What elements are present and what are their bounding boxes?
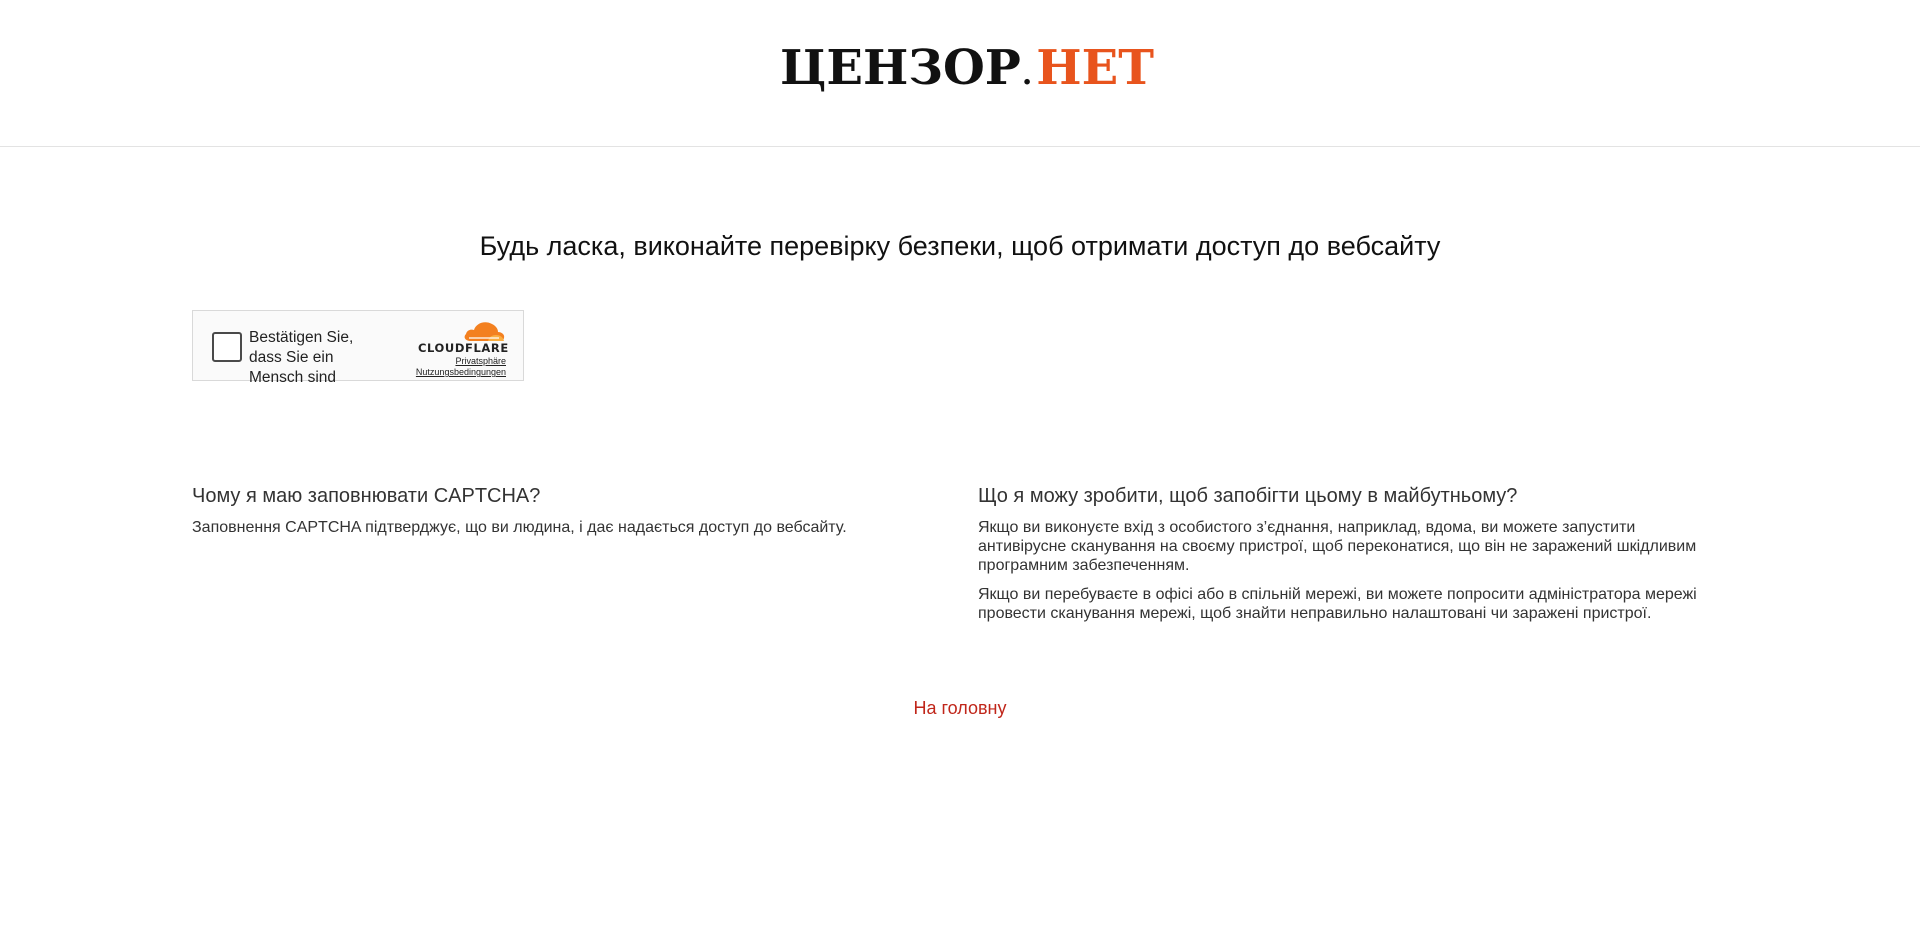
cloudflare-wordmark: CLOUDFLARE <box>418 341 509 355</box>
site-logo[interactable] <box>780 42 1154 94</box>
prevent-paragraph-1: Якщо ви виконуєте вхід з особистого з’єднання, наприклад, вдома, ви можете запустити антивірусне сканування на своєму пристрої, щоб переконатися, що він не заражений шкідливим програмним забезпеченням. <box>978 519 1697 574</box>
logo-text-censor: ЦЕНЗОР <box>780 40 1021 96</box>
cloud-icon <box>461 319 507 343</box>
why-captcha-text: Заповнення CAPTCHA підтверджує, що ви людина, і дає надається доступ до вебсайту. <box>192 519 847 536</box>
captcha-checkbox[interactable] <box>212 332 242 362</box>
prevent-title: Що я можу зробити, щоб запобігти цьому в майбутньому? <box>978 485 1518 507</box>
privacy-link[interactable]: Privatsphäre <box>455 356 506 366</box>
page-headline: Будь ласка, виконайте перевірку безпеки, щоб отримати доступ до вебсайту <box>479 231 1441 261</box>
why-captcha-title: Чому я маю заповнювати CAPTCHA? <box>192 485 541 507</box>
home-link-container <box>0 696 1920 720</box>
logo-text-net: НЕТ <box>1036 40 1154 96</box>
prevent-paragraph-2: Якщо ви перебуваєте в офісі або в спільній мережі, ви можете попросити адміністратора мережі провести сканування мережі, щоб знайти неправильно налаштовані чи заражені пристрої. <box>978 586 1697 622</box>
captcha-label: Bestätigen Sie, dass Sie ein Mensch sind <box>249 329 354 386</box>
terms-link[interactable]: Nutzungsbedingungen <box>415 367 506 377</box>
captcha-widget <box>192 310 524 386</box>
site-header <box>0 0 1920 147</box>
logo-dot: . <box>1021 57 1033 92</box>
home-link[interactable]: На головну <box>913 698 1007 718</box>
